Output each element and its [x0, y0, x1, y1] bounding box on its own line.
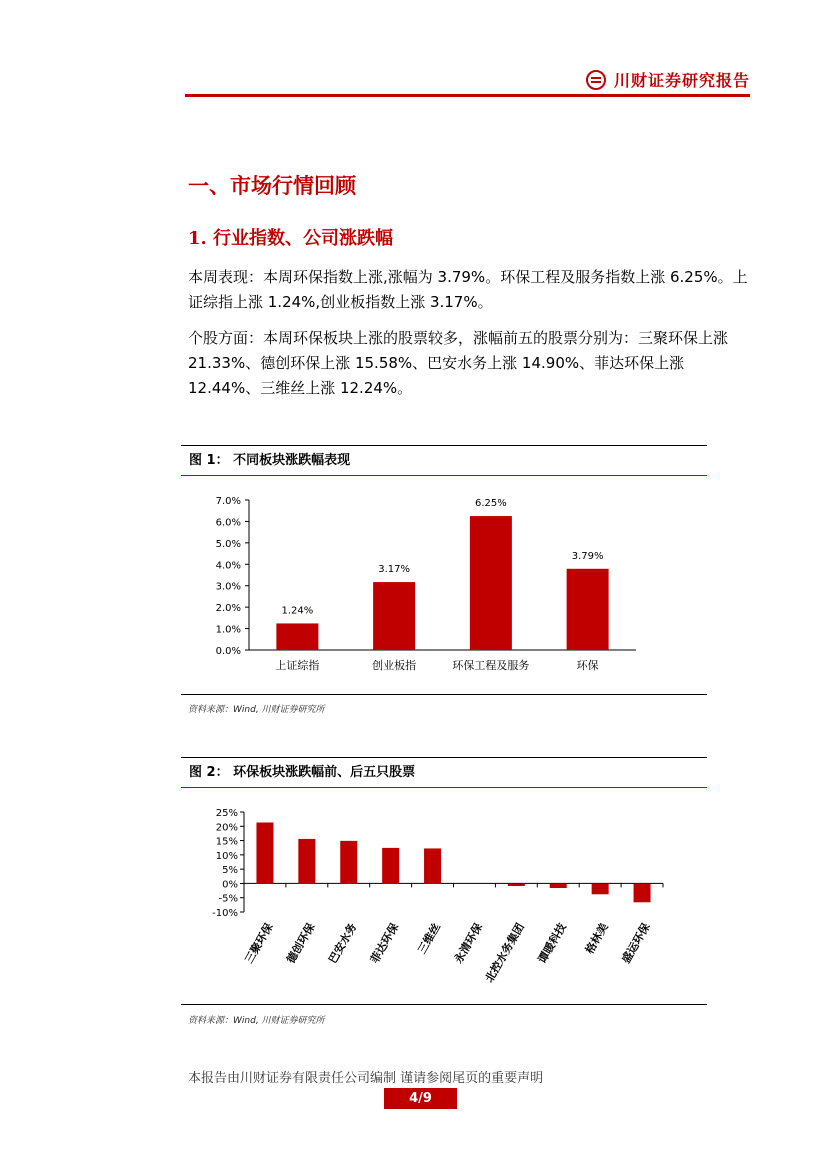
- figure-2-title: 图 2： 环保板块涨跌幅前、后五只股票: [181, 758, 707, 788]
- data-label: 1.24%: [281, 605, 314, 617]
- report-header: [185, 66, 750, 97]
- y-tick-label: 0.0%: [215, 646, 241, 657]
- x-tick-label: 环保: [576, 659, 599, 672]
- y-tick-label: 10%: [215, 850, 238, 862]
- y-tick-label: 2.0%: [215, 603, 241, 615]
- brand-name: 川财证券研究报告: [613, 71, 750, 90]
- bar: [298, 839, 315, 884]
- figure-2-source: 资料来源：Wind, 川财证券研究所: [188, 1016, 325, 1026]
- x-tick-label: 上证综指: [275, 659, 320, 672]
- sector-change-chart: [181, 476, 707, 692]
- stock-change-chart: [181, 788, 707, 1002]
- y-tick-label: -10%: [212, 908, 238, 919]
- x-tick-label: 创业板指: [372, 659, 417, 672]
- bar: [382, 848, 399, 884]
- data-label: 6.25%: [474, 498, 507, 510]
- paragraph-weekly-performance: 本周表现：本周环保指数上涨,涨幅为 3.79%。环保工程及服务指数上涨 6.25%。上证综指上涨 1.24%,创业板指数上涨 3.17%。: [188, 268, 748, 311]
- x-tick-label: 三维丝: [415, 921, 444, 957]
- bar: [256, 822, 273, 883]
- y-tick-label: 20%: [215, 822, 238, 834]
- section-title: 一、市场行情回顾: [188, 173, 356, 198]
- x-tick-label: 环保工程及服务: [452, 659, 530, 672]
- brand-logo-icon: [586, 70, 606, 90]
- x-tick-label: 谭暖科技: [535, 921, 569, 966]
- x-tick-label: 北控水务集团: [482, 921, 527, 985]
- bar: [592, 883, 609, 894]
- sub-title: 1. 行业指数、公司涨跌幅: [188, 228, 394, 249]
- y-tick-label: 3.0%: [215, 581, 241, 593]
- bar: [508, 883, 525, 886]
- y-tick-label: 25%: [215, 808, 238, 819]
- bar: [373, 582, 415, 650]
- data-label: 3.79%: [571, 550, 604, 562]
- bar: [550, 883, 567, 888]
- bar: [276, 623, 318, 650]
- y-tick-label: 15%: [215, 836, 238, 848]
- y-tick-label: 5%: [222, 865, 238, 877]
- x-tick-label: 永清环保: [451, 921, 486, 966]
- paragraph-stocks: 个股方面：本周环保板块上涨的股票较多，涨幅前五的股票分别为：三聚环保上涨 21.33%、德创环保上涨 15.58%、巴安水务上涨 14.90%、菲达环保上涨 12.44%、三维丝上涨 12.24%。: [188, 329, 729, 397]
- y-tick-label: 1.0%: [215, 624, 241, 636]
- bar: [470, 516, 512, 650]
- page-number: 4/9: [384, 1088, 457, 1109]
- y-tick-label: 7.0%: [215, 496, 241, 507]
- figure-2: [181, 757, 707, 1005]
- bar: [567, 569, 609, 650]
- figure-1-source: 资料来源：Wind, 川财证券研究所: [188, 705, 325, 715]
- data-label: 3.17%: [378, 564, 411, 576]
- y-tick-label: 5.0%: [215, 538, 241, 550]
- bar: [634, 883, 651, 902]
- x-tick-label: 三聚环保: [242, 921, 276, 966]
- y-tick-label: -5%: [218, 893, 238, 905]
- bar: [340, 841, 357, 884]
- x-tick-label: 菲达环保: [367, 921, 402, 966]
- y-tick-label: 0%: [222, 879, 238, 891]
- x-tick-label: 格林美: [582, 921, 611, 957]
- brand: [586, 68, 750, 91]
- y-tick-label: 4.0%: [215, 560, 241, 572]
- footer-disclaimer: 本报告由川财证券有限责任公司编制 谨请参阅尾页的重要声明: [188, 1071, 544, 1086]
- figure-1-title: 图 1： 不同板块涨跌幅表现: [181, 446, 707, 476]
- y-tick-label: 6.0%: [215, 517, 241, 529]
- x-tick-label: 德创环保: [284, 921, 318, 966]
- x-tick-label: 盛运环保: [619, 921, 653, 966]
- figure-1: [181, 445, 707, 695]
- x-tick-label: 巴安水务: [326, 921, 360, 966]
- bar: [424, 848, 441, 883]
